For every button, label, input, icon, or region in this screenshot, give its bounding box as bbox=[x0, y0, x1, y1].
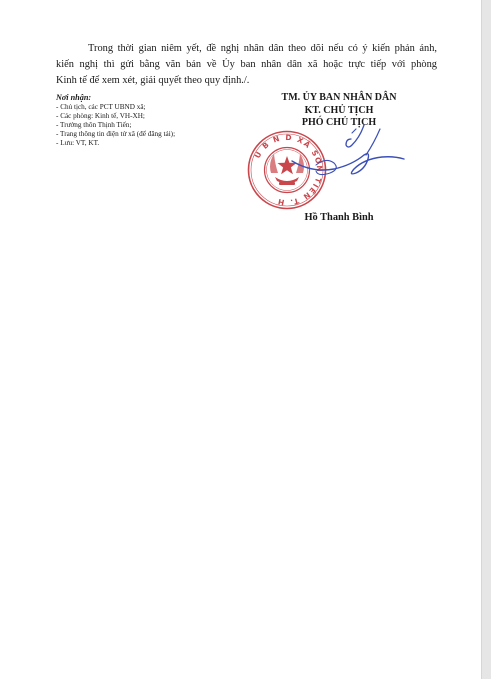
authority-line-2: KT. CHỦ TỊCH bbox=[304, 104, 374, 116]
body-line: Kinh tế để xem xét, giải quyết theo quy định./. bbox=[56, 75, 250, 86]
body-line: Trong thời gian niêm yết, đề nghị nhân dân theo dõi nếu có ý kiến phản ánh, bbox=[88, 43, 437, 54]
recipient-item: - Trang thông tin điện tử xã (để đăng tải); bbox=[56, 130, 176, 138]
authority-line-3: PHÓ CHỦ TỊCH bbox=[301, 117, 377, 128]
recipients-list bbox=[56, 93, 256, 148]
body-line: kiến nghị thì gửi bằng văn bản về Ủy ban nhân dân xã hoặc trực tiếp với phòng bbox=[56, 59, 437, 70]
signer-name: Hồ Thanh Bình bbox=[304, 212, 374, 223]
recipient-item: - Lưu: VT, KT. bbox=[56, 139, 100, 147]
recipient-item: - Chủ tịch, các PCT UBND xã; bbox=[56, 103, 146, 111]
authority-line-1: TM. ỦY BAN NHÂN DÂN bbox=[281, 92, 397, 103]
seal-ring-text: U B N D XÃ SƠN TIẾN T. H bbox=[252, 132, 325, 208]
recipients-title: Nơi nhận: bbox=[56, 93, 92, 102]
recipient-item: - Các phòng: Kinh tế, VH-XH; bbox=[56, 112, 145, 120]
handwritten-signature-icon bbox=[286, 121, 408, 187]
recipient-item: - Trưởng thôn Thịnh Tiến; bbox=[56, 121, 132, 129]
viewer-scroll-gutter[interactable] bbox=[481, 0, 491, 679]
body-paragraph bbox=[56, 41, 437, 89]
